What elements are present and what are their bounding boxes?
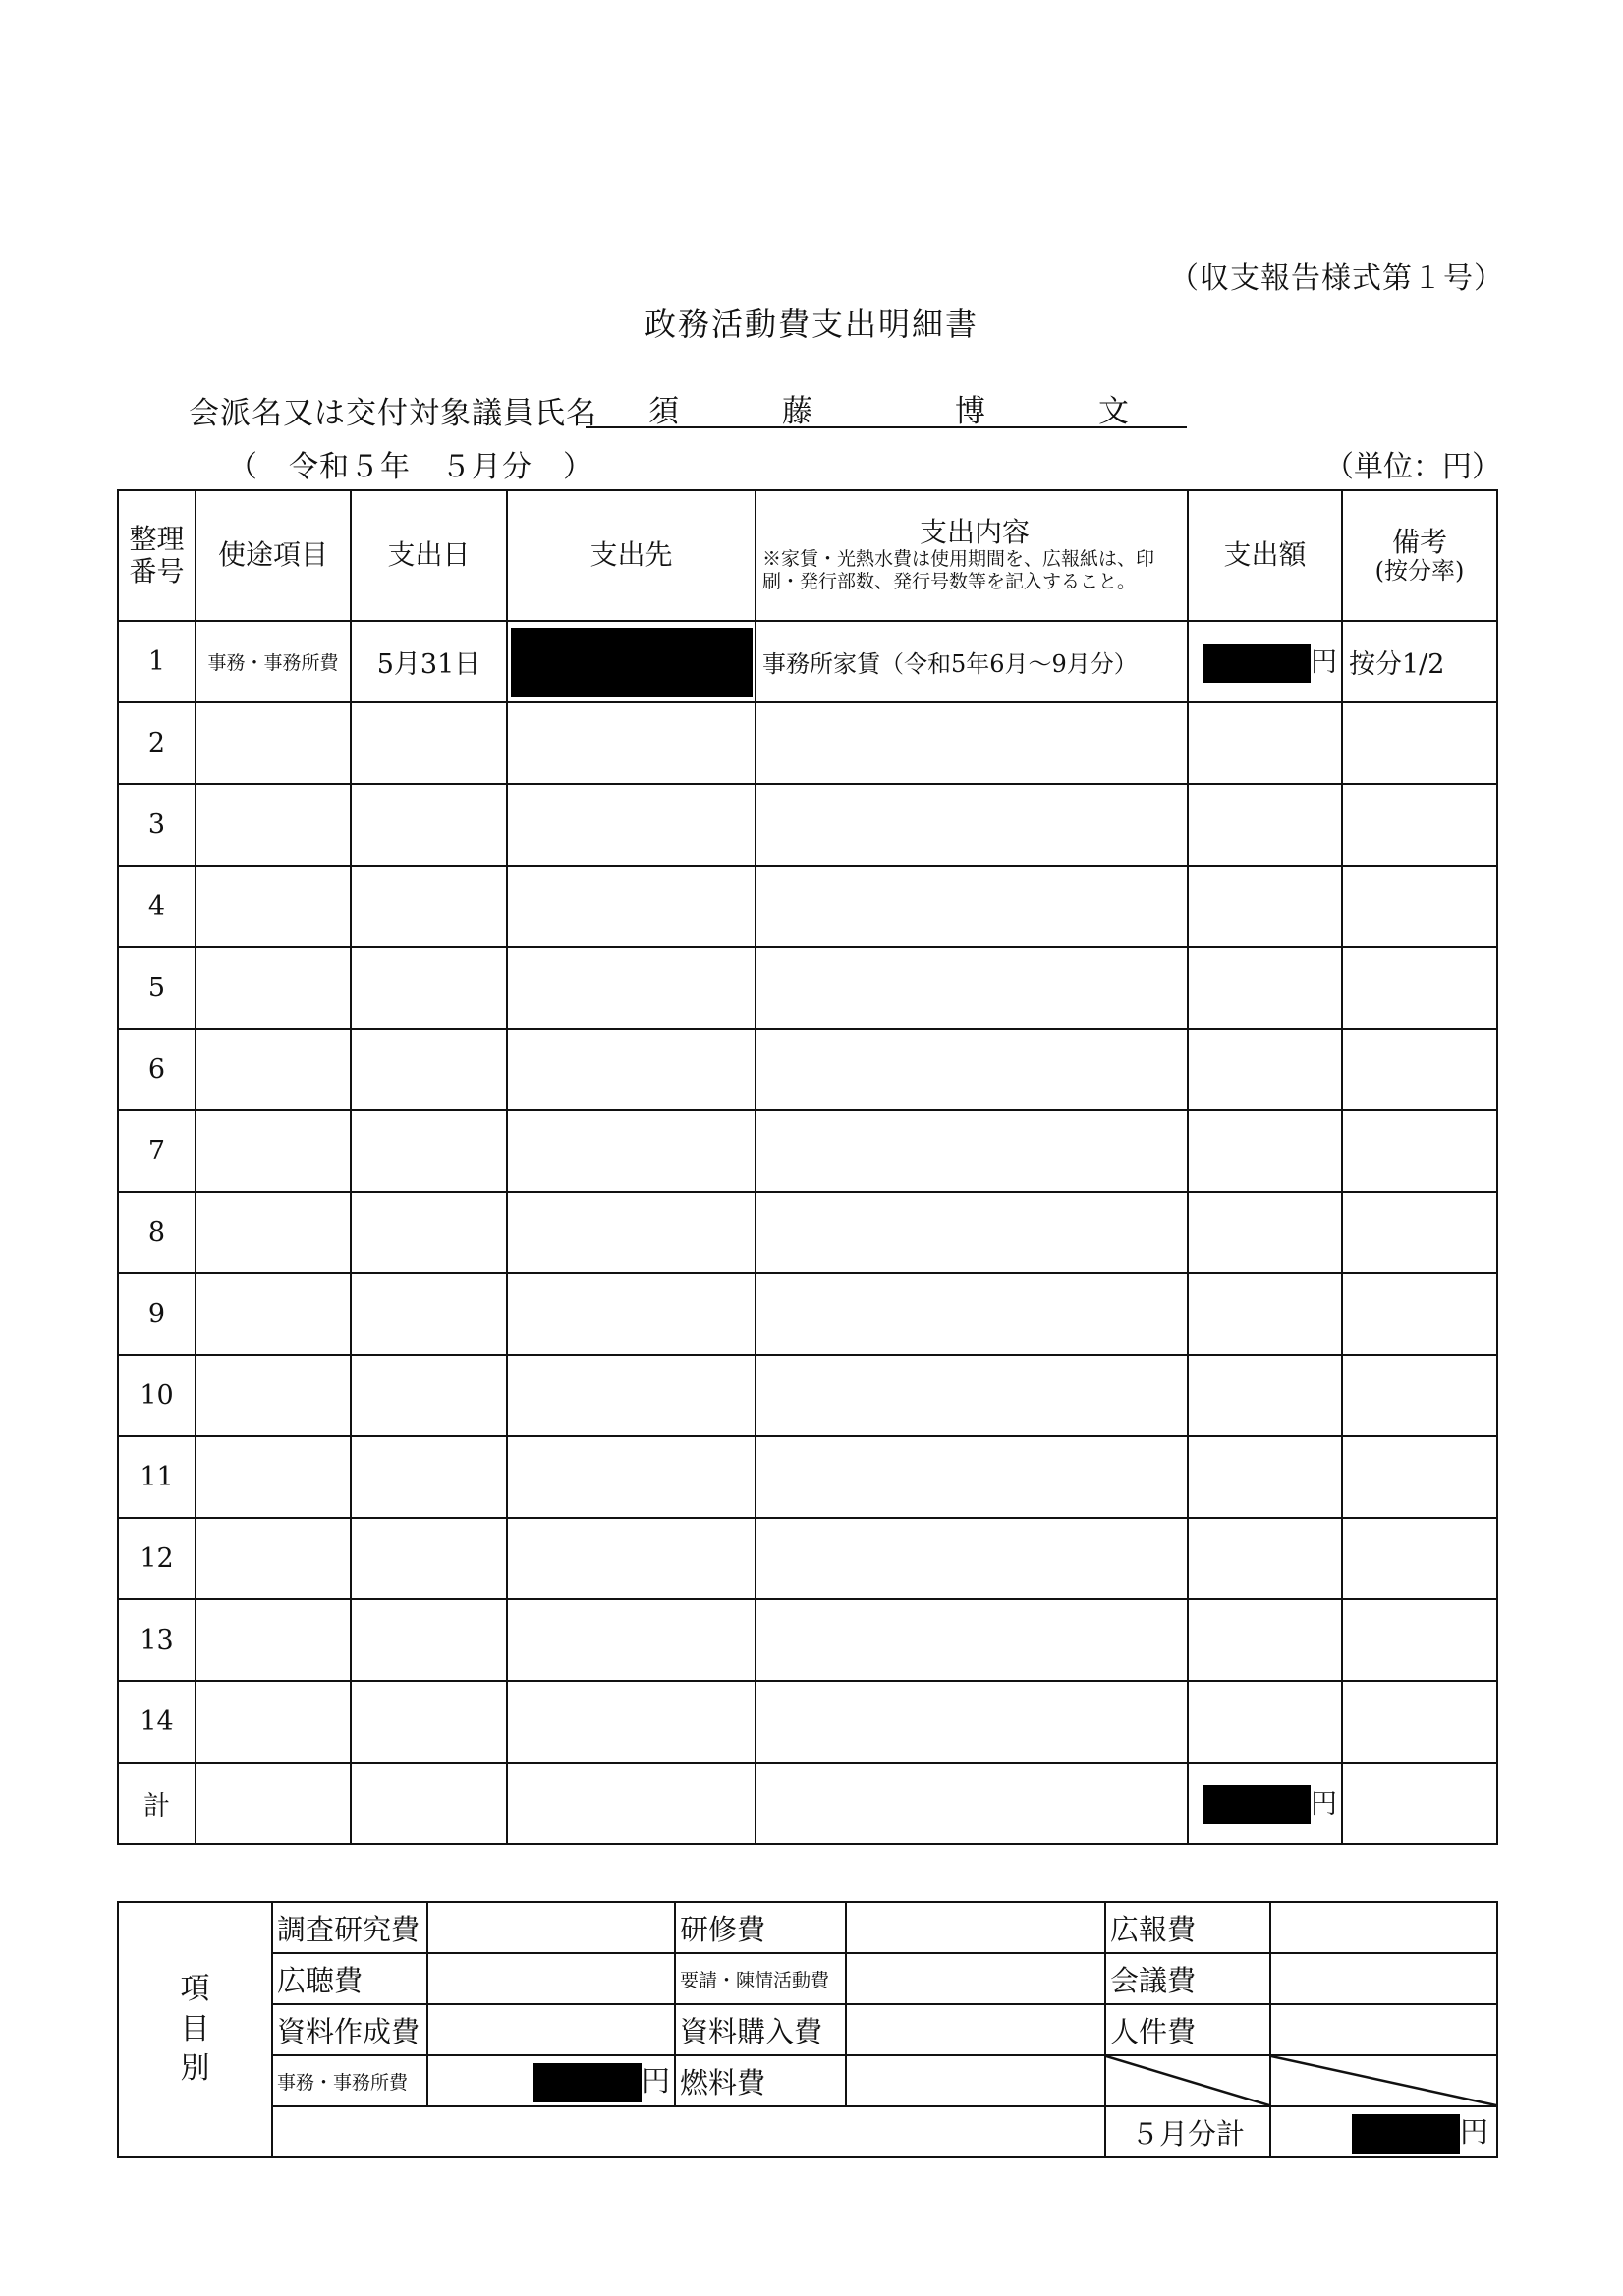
table-row [118, 1681, 1497, 1763]
row-category: 事務・事務所費 [196, 621, 351, 702]
row-no: 14 [118, 1681, 196, 1763]
total-row [118, 1763, 1497, 1844]
table-header-row [118, 490, 1497, 621]
yen-unit: 円 [1311, 646, 1337, 678]
summary-research-label: 調査研究費 [272, 1902, 427, 1953]
row-no: 1 [118, 621, 196, 702]
row-no: 11 [118, 1436, 196, 1518]
row-no: 6 [118, 1029, 196, 1110]
row-content: 事務所家賃（令和5年6月～9月分） [756, 621, 1188, 702]
summary-materials-purchase-label: 資料購入費 [675, 2004, 846, 2055]
table-row [118, 1436, 1497, 1518]
row-date: 5月31日 [351, 621, 507, 702]
member-name-char: 文 [1098, 394, 1129, 429]
row-no: 7 [118, 1110, 196, 1192]
table-row [118, 866, 1497, 947]
row-no: 4 [118, 866, 196, 947]
table-row [118, 1599, 1497, 1681]
table-row [118, 1355, 1497, 1436]
period: （ 令和５年 ５月分 ） [228, 450, 593, 484]
row-remarks: 按分1/2 [1342, 621, 1497, 702]
total-label: 計 [118, 1763, 196, 1844]
diagonal-strike [1105, 2055, 1270, 2106]
row-no: 12 [118, 1518, 196, 1599]
summary-side-label: 項目別 [118, 1902, 272, 2157]
table-row [118, 1273, 1497, 1355]
summary-materials-making-label: 資料作成費 [272, 2004, 427, 2055]
summary-personnel-label: 人件費 [1105, 2004, 1270, 2055]
summary-publicity-label: 広報費 [1105, 1902, 1270, 1953]
yen-unit: 円 [1459, 2115, 1488, 2149]
summary-meeting-label: 会議費 [1105, 1953, 1270, 2004]
unit-label: （単位：円） [1324, 450, 1501, 484]
header-remarks-sub: (按分率) [1374, 556, 1465, 585]
redaction-box [533, 2063, 642, 2102]
header-remarks [1342, 490, 1497, 621]
header-remarks-title: 備考 [1391, 525, 1447, 558]
redaction-box [1352, 2114, 1460, 2154]
row-amount [1188, 621, 1342, 702]
redaction-box [1203, 644, 1311, 683]
row-no: 8 [118, 1192, 196, 1273]
table-row [118, 784, 1497, 866]
header-content-title: 支出内容 [919, 516, 1030, 549]
table-row [118, 621, 1497, 702]
summary-petition-label: 要請・陳情活動費 [675, 1953, 846, 2004]
month-total-amount [1270, 2106, 1497, 2157]
row-no: 5 [118, 947, 196, 1029]
table-row [118, 1110, 1497, 1192]
table-row [118, 1192, 1497, 1273]
member-name-char: 須 [648, 394, 679, 429]
month-total-label: ５月分計 [1105, 2106, 1270, 2157]
summary-office-amount [427, 2055, 675, 2106]
row-no: 9 [118, 1273, 196, 1355]
summary-training-label: 研修費 [675, 1902, 846, 1953]
redaction-box [1203, 1785, 1311, 1824]
yen-unit: 円 [1311, 1788, 1337, 1820]
table-row [118, 702, 1497, 784]
summary-fuel-label: 燃料費 [675, 2055, 846, 2106]
header-content-note: ※家賃・光熱水費は使用期間を、広報紙は、印刷・発行部数、発行号数等を記入すること。 [762, 548, 1155, 592]
table-row [118, 1518, 1497, 1599]
expense-detail-table [117, 489, 1498, 1845]
table-row [118, 1029, 1497, 1110]
summary-office-label: 事務・事務所費 [272, 2055, 427, 2106]
member-name-char: 博 [955, 394, 985, 429]
yen-unit: 円 [641, 2064, 670, 2098]
header-content [756, 490, 1188, 621]
row-no: 2 [118, 702, 196, 784]
header-no: 整理番号 [118, 490, 196, 621]
member-label: 会派名又は交付対象議員氏名 [189, 396, 597, 431]
row-no: 13 [118, 1599, 196, 1681]
document-title: 政務活動費支出明細書 [644, 306, 979, 343]
header-date: 支出日 [351, 490, 507, 621]
row-no: 3 [118, 784, 196, 866]
header-payee: 支出先 [507, 490, 756, 621]
category-summary-table [117, 1901, 1498, 2158]
diagonal-strike [1270, 2055, 1497, 2106]
header-category: 使途項目 [196, 490, 351, 621]
form-number: （収支報告様式第１号） [1169, 261, 1504, 296]
row-payee [507, 621, 756, 702]
row-no: 10 [118, 1355, 196, 1436]
redaction-box [511, 628, 753, 697]
table-row [118, 947, 1497, 1029]
header-amount: 支出額 [1188, 490, 1342, 621]
member-name-char: 藤 [782, 394, 812, 429]
total-amount [1188, 1763, 1342, 1844]
summary-hearing-label: 広聴費 [272, 1953, 427, 2004]
